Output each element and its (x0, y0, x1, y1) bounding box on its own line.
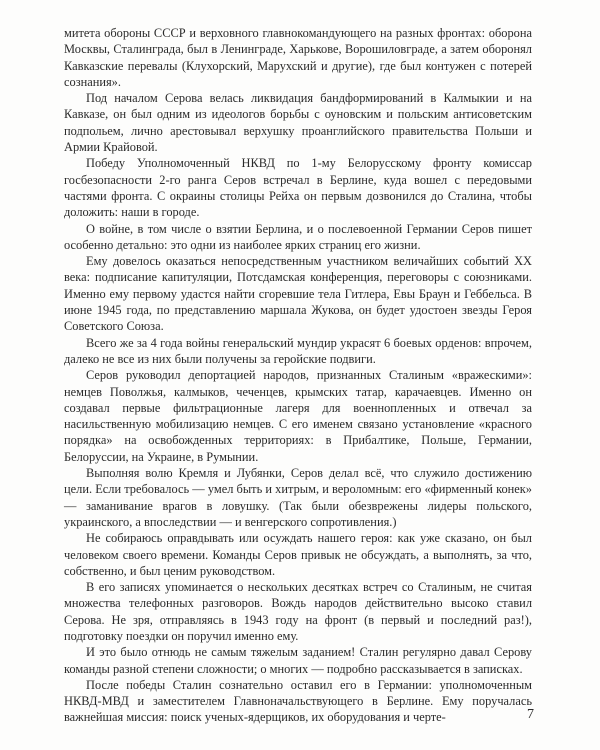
paragraph-7: Серов руководил депортацией народов, признанных Сталиным «вражескими»: немцев Поволжья, калмыков, чеченцев, крымских татар, карачаевцев. Именно он создавал первые фильтрационные лагеря для военнопленных и отвечал за насильственную мобилизацию немцев. С его именем связано установление «красного порядка» на освобожденных территориях: в Прибалтике, Польше, Германии, Белоруссии, на Украине, в Румынии. (64, 368, 532, 464)
page-number: 7 (527, 707, 534, 722)
paragraph-9: Не собираюсь оправдывать или осуждать нашего героя: как уже сказано, он был человеком своего времени. Команды Серов привык не обсуждать, а выполнять, за что, собственно, и был ценим руководством. (64, 531, 532, 578)
body-text (64, 25, 532, 726)
paragraph-3: Победу Уполномоченный НКВД по 1-му Белорусскому фронту комиссар госбезопасности 2-го ранга Серов встречал в Берлине, куда вошел с передовыми частями фронта. С окраины столицы Рейха он первым дозвонился до Сталина, чтобы доложить: наши в городе. (64, 156, 532, 220)
paragraph-6: Всего же за 4 года войны генеральский мундир украсят 6 боевых орденов: впрочем, далеко не все из них были получены за геройские подвиги. (64, 335, 532, 366)
paragraph-4: О войне, в том числе о взятии Берлина, и о послевоенной Германии Серов пишет особенно детально: это одни из наиболее ярких страниц его жизни. (64, 221, 532, 252)
paragraph-2: Под началом Серова велась ликвидация бандформирований в Калмыкии и на Кавказе, он был одним из идеологов борьбы с оуновским и польским антисоветским подпольем, лично арестовывал верхушку проанглийского правительства Польши и Армии Крайовой. (64, 91, 532, 155)
paragraph-1: митета обороны СССР и верховного главнокомандующего на разных фронтах: оборона Москвы, Сталинграда, был в Ленинграде, Харькове, Ворошиловграде, а затем оборонял Кавказские перевалы (Клухорский, Марухский и другие), где был контужен с потерей сознания». (64, 26, 532, 89)
paragraph-5: Ему довелось оказаться непосредственным участником величайших событий XX века: подписание капитуляции, Потсдамская конференция, переговоры с союзниками. Именно ему первому удастся найти сгоревшие тела Гитлера, Евы Браун и Геббельса. В июне 1945 года, по представлению маршала Жукова, он будет удостоен звезды Героя Советского Союза. (64, 254, 532, 334)
paragraph-12: После победы Сталин сознательно оставил его в Германии: уполномоченным НКВД-МВД и заместителем Главноначальствующего в Берлине. Ему поручалась важнейшая миссия: поиск ученых-ядерщиков, их оборудования и черте- (64, 677, 532, 725)
paragraph-8: Выполняя волю Кремля и Лубянки, Серов делал всё, что служило достижению цели. Если требовалось — умел быть и хитрым, и вероломным: его «фирменный конек» — заманивание врагов в ловушку. (Так были обезврежены лидеры польского, украинского, а впоследствии — и венгерского сопротивления.) (64, 466, 532, 529)
paragraph-10: В его записях упоминается о нескольких десятках встреч со Сталиным, не считая множества телефонных разговоров. Вождь народов действительно высоко ставил Серова. Не зря, отправляясь в 1943 году на фронт (в первый и последний раз!), подготовку поездки он поручил именно ему. (64, 580, 532, 643)
paragraph-11: И это было отнюдь не самым тяжелым заданием! Сталин регулярно давал Серову команды разной степени сложности; о многих — подробно рассказывается в записках. (64, 645, 532, 676)
